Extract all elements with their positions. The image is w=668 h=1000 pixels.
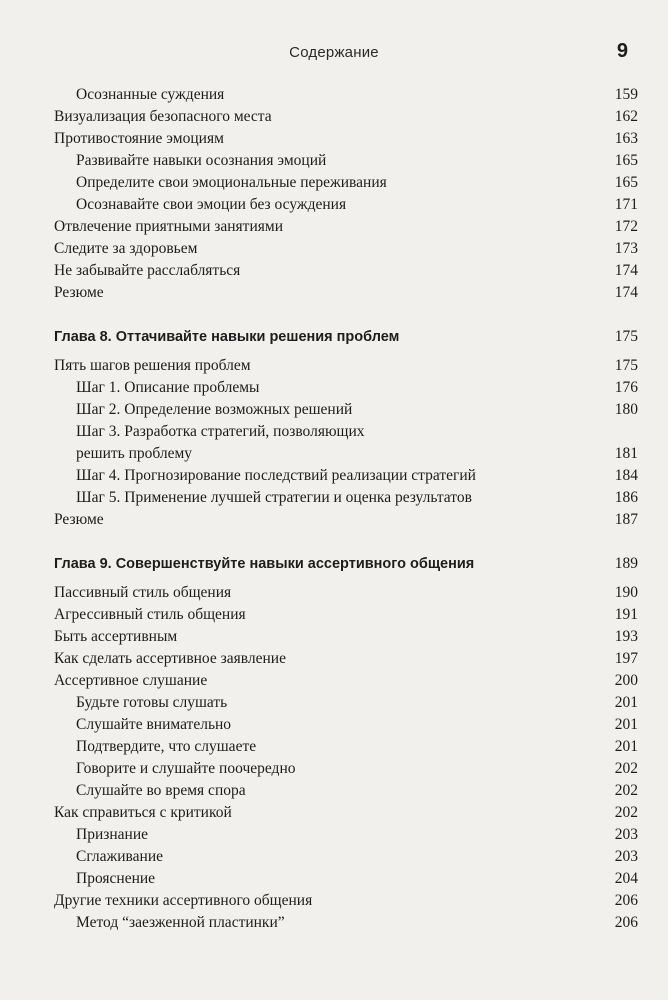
toc-entry-title: Слушайте внимательно	[76, 716, 232, 733]
toc-entry-title: Прояснение	[76, 870, 156, 887]
toc-entry-title: Ассертивное слушание	[54, 672, 208, 689]
toc-entry-title: Следите за здоровьем	[54, 240, 198, 257]
toc-entry-title: Противостояние эмоциям	[54, 130, 224, 147]
toc-entry-page: 165	[614, 152, 638, 169]
toc-entry[interactable]	[54, 758, 638, 780]
toc-entry[interactable]	[54, 260, 638, 282]
chapter-heading[interactable]	[54, 553, 638, 575]
chapter-heading[interactable]	[54, 326, 638, 348]
toc-entry-page: 184	[614, 467, 638, 484]
toc-entry-page: 200	[614, 672, 638, 689]
toc-entry[interactable]	[54, 238, 638, 260]
toc-entry[interactable]	[54, 846, 638, 868]
toc-entry-title: Шаг 2. Определение возможных решений	[76, 401, 353, 418]
toc-entry-page: 189	[614, 555, 638, 572]
toc-entry-title: Шаг 3. Разработка стратегий, позволяющих решить проблему	[76, 423, 365, 462]
toc-entry-page: 175	[614, 357, 638, 374]
toc-entry-page: 201	[614, 694, 638, 711]
toc-entry-title: Отвлечение приятными занятиями	[54, 218, 283, 235]
toc-entry-page: 180	[614, 401, 638, 418]
toc-entry-page: 172	[614, 218, 638, 235]
toc-entry-page: 206	[614, 892, 638, 909]
toc-entry[interactable]	[54, 912, 638, 934]
toc-entry[interactable]	[54, 670, 638, 692]
toc-entry-title: Развивайте навыки осознания эмоций	[76, 152, 327, 169]
toc-entry[interactable]	[54, 604, 638, 626]
toc-entry-page: 203	[614, 848, 638, 865]
running-head-title: Содержание	[289, 44, 379, 61]
toc-entry[interactable]	[54, 84, 638, 106]
toc-entry-title: Резюме	[54, 511, 104, 528]
toc-entry-page: 165	[614, 174, 638, 191]
toc-entry[interactable]	[54, 780, 638, 802]
toc-entry-title: Пять шагов решения проблем	[54, 357, 251, 374]
toc-entry-title: Шаг 5. Применение лучшей стратегии и оценка результатов	[76, 489, 472, 506]
toc-entry-page: 201	[614, 716, 638, 733]
toc-entry-page: 163	[614, 130, 638, 147]
toc-entry[interactable]	[54, 648, 638, 670]
toc-entry[interactable]	[54, 714, 638, 736]
toc-entry-page: 190	[614, 584, 638, 601]
toc-entry-title: Не забывайте расслабляться	[54, 262, 241, 279]
toc-entry-title: Пассивный стиль общения	[54, 584, 232, 601]
toc-entry-page: 174	[614, 262, 638, 279]
toc-entry-title: Визуализация безопасного места	[54, 108, 272, 125]
toc-entry-title: Резюме	[54, 284, 104, 301]
toc-entry-page: 206	[614, 914, 638, 931]
toc-entry-title: Говорите и слушайте поочередно	[76, 760, 296, 777]
toc-entry[interactable]	[54, 216, 638, 238]
toc-entry-page: 204	[614, 870, 638, 887]
toc-entry[interactable]	[54, 150, 638, 172]
toc-entry[interactable]	[54, 377, 638, 399]
toc-entry-title: Осознанные суждения	[76, 86, 225, 103]
toc-entry[interactable]	[54, 421, 638, 465]
toc-entry-page: 159	[614, 86, 638, 103]
toc-entry-page: 173	[614, 240, 638, 257]
toc-entry-title: Как сделать ассертивное заявление	[54, 650, 286, 667]
toc-entry-page: 187	[614, 511, 638, 528]
toc-entry-title: Шаг 4. Прогнозирование последствий реализации стратегий	[76, 467, 476, 484]
toc-entry[interactable]	[54, 399, 638, 421]
toc-entry-page: 201	[614, 738, 638, 755]
toc-entry[interactable]	[54, 355, 638, 377]
toc-entry[interactable]	[54, 692, 638, 714]
toc-entry-page: 162	[614, 108, 638, 125]
toc-entry-page: 175	[614, 328, 638, 345]
toc-entry-title: Слушайте во время спора	[76, 782, 246, 799]
toc-entry[interactable]	[54, 106, 638, 128]
toc-entry-page: 186	[614, 489, 638, 506]
toc-entry-title: Другие техники ассертивного общения	[54, 892, 313, 909]
toc-entry-page: 171	[614, 196, 638, 213]
toc-entry-title: Признание	[76, 826, 149, 843]
toc-entry[interactable]	[54, 465, 638, 487]
toc-entry-title: Агрессивный стиль общения	[54, 606, 246, 623]
toc-entry-title: Подтвердите, что слушаете	[76, 738, 257, 755]
toc-entry-page: 191	[614, 606, 638, 623]
toc-entry-title: Осознавайте свои эмоции без осуждения	[76, 196, 347, 213]
toc-entry[interactable]	[54, 509, 638, 531]
toc-entry-title: Метод “заезженной пластинки”	[76, 914, 285, 931]
toc-entry-title: Быть ассертивным	[54, 628, 178, 645]
toc-entry-title: Сглаживание	[76, 848, 163, 865]
toc-entry-title: Глава 8. Оттачивайте навыки решения проблем	[54, 329, 400, 345]
toc-entry-title: Будьте готовы слушать	[76, 694, 228, 711]
toc-entry[interactable]	[54, 868, 638, 890]
toc-entry[interactable]	[54, 582, 638, 604]
toc-entry-page: 174	[614, 284, 638, 301]
toc-entry-title: Как справиться с критикой	[54, 804, 232, 821]
toc-entry[interactable]	[54, 626, 638, 648]
toc-entry-page: 181	[614, 445, 638, 462]
toc-entry[interactable]	[54, 890, 638, 912]
toc-entry-page: 197	[614, 650, 638, 667]
toc-entry-title: Шаг 1. Описание проблемы	[76, 379, 260, 396]
toc-entry-page: 193	[614, 628, 638, 645]
toc-entry[interactable]	[54, 487, 638, 509]
toc-entry-title: Определите свои эмоциональные переживания	[76, 174, 387, 191]
toc-entry-page: 203	[614, 826, 638, 843]
toc-entry-page: 202	[614, 782, 638, 799]
toc-entry-page: 176	[614, 379, 638, 396]
toc-entry[interactable]	[54, 802, 638, 824]
toc-entry[interactable]	[54, 824, 638, 846]
page-number: 9	[616, 40, 628, 62]
table-of-contents	[54, 84, 638, 934]
toc-entry[interactable]	[54, 128, 638, 150]
toc-entry-page: 202	[614, 804, 638, 821]
toc-entry[interactable]	[54, 282, 638, 304]
toc-entry-page: 202	[614, 760, 638, 777]
toc-entry-title: Глава 9. Совершенствуйте навыки ассертивного общения	[54, 556, 475, 572]
toc-entry[interactable]	[54, 172, 638, 194]
toc-entry[interactable]	[54, 194, 638, 216]
toc-entry[interactable]	[54, 736, 638, 758]
